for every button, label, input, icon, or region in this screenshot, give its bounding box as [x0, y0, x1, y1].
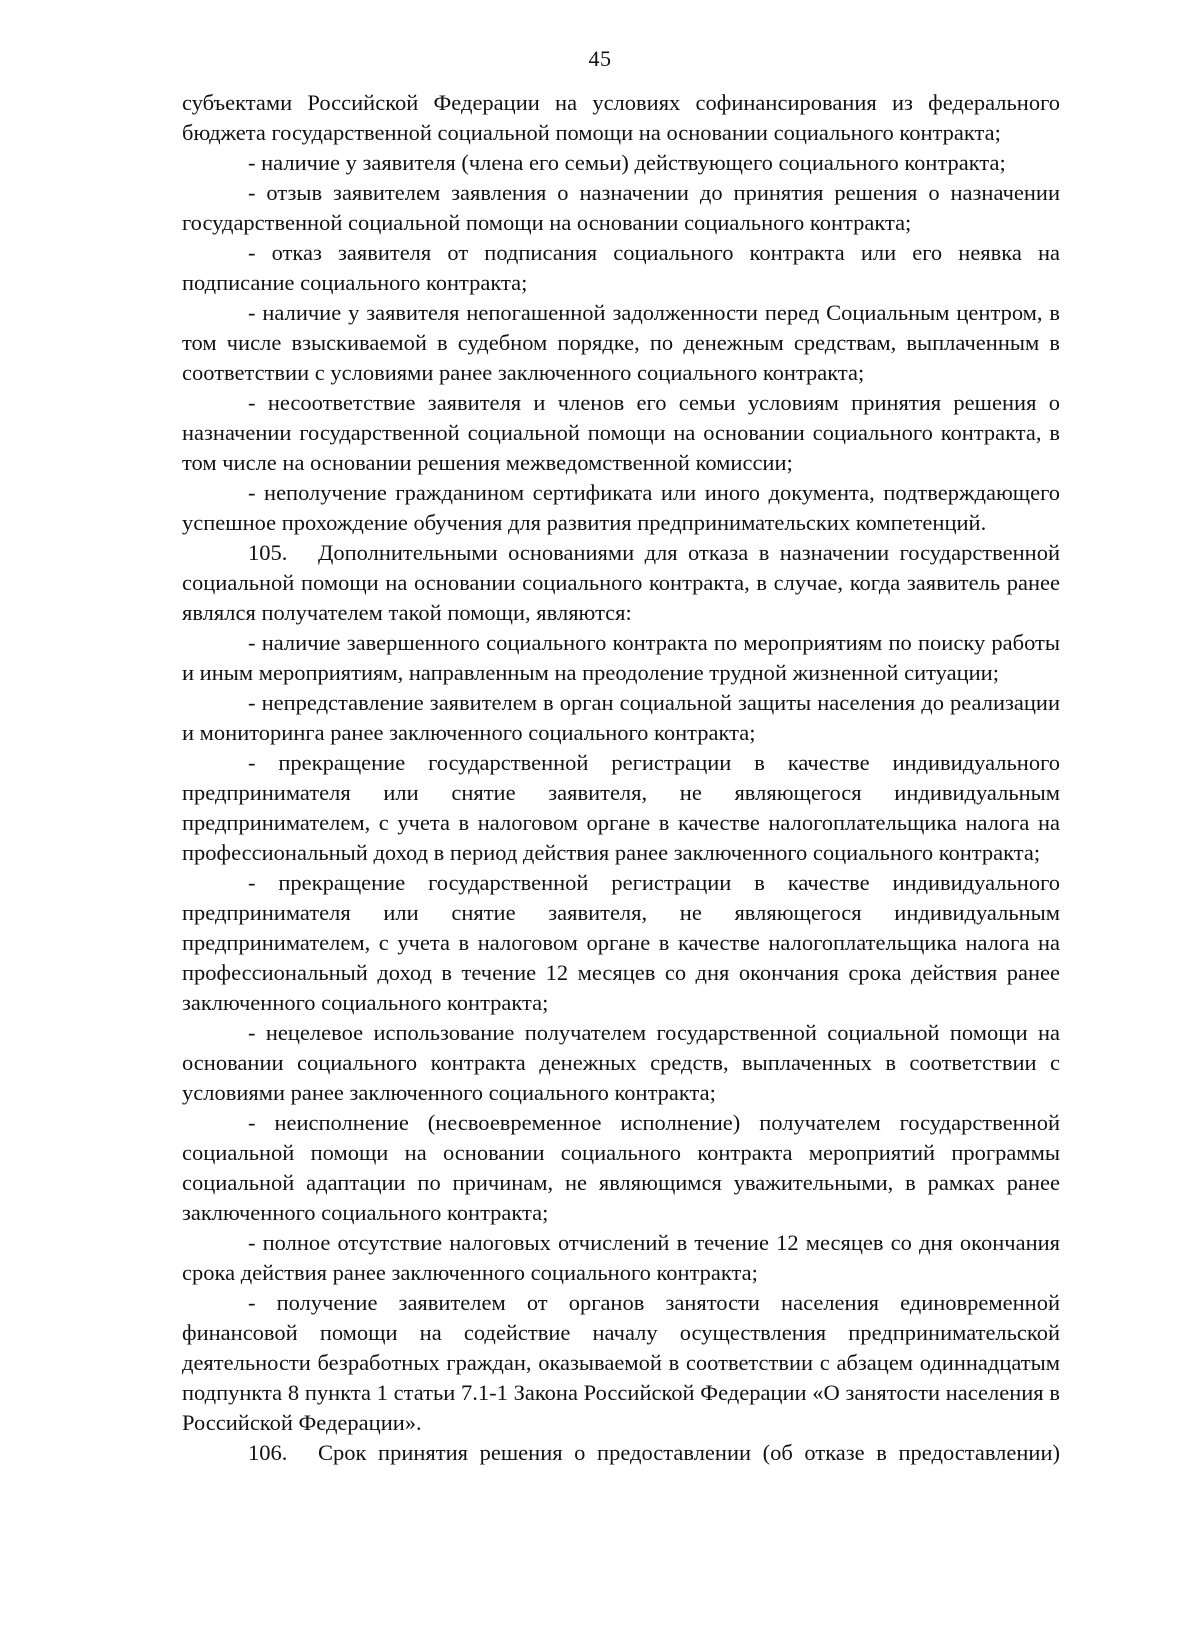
numbered-paragraph-105	[182, 538, 1060, 628]
list-item: - неисполнение (несвоевременное исполнение) получателем государственной социальной помощи на основании социального контракта мероприятий программы социальной адаптации по причинам, не являющимся уважительными, в рамках ранее заключенного социального контракта;	[182, 1110, 1060, 1225]
list-item: - несоответствие заявителя и членов его семьи условиям принятия решения о назначении государственной социальной помощи на основании социального контракта, в том числе на основании решения межведомственной комиссии;	[182, 390, 1060, 475]
paragraph-text: Дополнительными основаниями для отказа в назначении государственной социальной помощи на основании социального контракта, в случае, когда заявитель ранее являлся получателем такой помощи, являются:	[182, 540, 1060, 625]
page-number: 45	[588, 46, 612, 71]
document-body	[182, 88, 1060, 1468]
paragraph-continuation: субъектами Российской Федерации на условиях софинансирования из федерального бюджета государственной социальной помощи на основании социального контракта;	[182, 90, 1060, 145]
list-item: - отзыв заявителем заявления о назначении до принятия решения о назначении государственной социальной помощи на основании социального контракта;	[182, 180, 1060, 235]
list-item: - отказ заявителя от подписания социального контракта или его неявка на подписание социального контракта;	[182, 240, 1060, 295]
numbered-paragraph-106	[182, 1438, 1060, 1468]
list-item: - полное отсутствие налоговых отчислений в течение 12 месяцев со дня окончания срока действия ранее заключенного социального контракта;	[182, 1230, 1060, 1285]
list-item: - непредставление заявителем в орган социальной защиты населения до реализации и мониторинга ранее заключенного социального контракта;	[182, 690, 1060, 745]
list-item: - наличие завершенного социального контракта по мероприятиям по поиску работы и иным мероприятиям, направленным на преодоление трудной жизненной ситуации;	[182, 630, 1060, 685]
paragraph-number: 106.	[248, 1440, 288, 1465]
paragraph-text: Срок принятия решения о предоставлении (об отказе в предоставлении)	[318, 1440, 1060, 1465]
list-item: - неполучение гражданином сертификата или иного документа, подтверждающего успешное прохождение обучения для развития предпринимательских компетенций.	[182, 480, 1060, 535]
list-item: - нецелевое использование получателем государственной социальной помощи на основании социального контракта денежных средств, выплаченных в соответствии с условиями ранее заключенного социального контракта;	[182, 1020, 1060, 1105]
list-item: - прекращение государственной регистрации в качестве индивидуального предпринимателя или снятие заявителя, не являющегося индивидуальным предпринимателем, с учета в налоговом органе в качестве налогоплательщика налога на профессиональный доход в период действия ранее заключенного социального контракта;	[182, 750, 1060, 865]
list-item: - прекращение государственной регистрации в качестве индивидуального предпринимателя или снятие заявителя, не являющегося индивидуальным предпринимателем, с учета в налоговом органе в качестве налогоплательщика налога на профессиональный доход в течение 12 месяцев со дня окончания срока действия ранее заключенного социального контракта;	[182, 870, 1060, 1015]
paragraph-number: 105.	[248, 540, 288, 565]
list-item: - получение заявителем от органов занятости населения единовременной финансовой помощи на содействие началу осуществления предпринимательской деятельности безработных граждан, оказываемой в соответствии с абзацем одиннадцатым подпункта 8 пункта 1 статьи 7.1-1 Закона Российской Федерации «О занятости населения в Российской Федерации».	[182, 1290, 1060, 1435]
list-item: - наличие у заявителя непогашенной задолженности перед Социальным центром, в том числе взыскиваемой в судебном порядке, по денежным средствам, выплаченным в соответствии с условиями ранее заключенного социального контракта;	[182, 300, 1060, 385]
list-item: - наличие у заявителя (члена его семьи) действующего социального контракта;	[248, 150, 1006, 175]
